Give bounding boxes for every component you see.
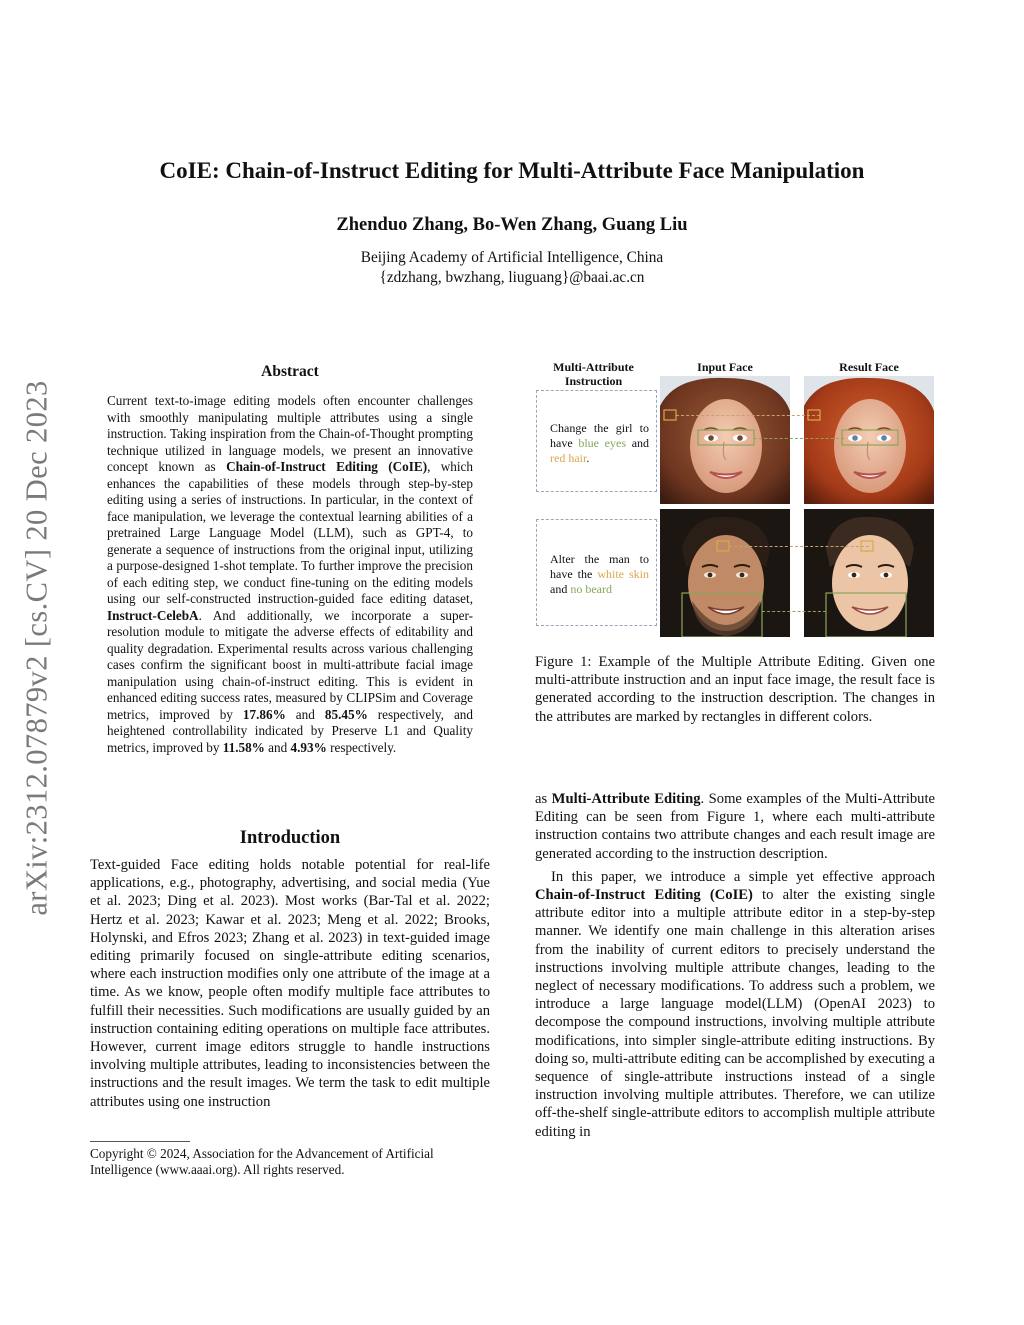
col-heading-input: Input Face — [697, 360, 753, 374]
attribute-connector — [676, 415, 820, 416]
input-face-woman-image — [660, 376, 790, 504]
abstract-text: Current text-to-image editing models often encounter challenges with smoothly manipulating multiple attributes using a single instruction. Taking inspiration from the Chain-of-Thought prompting technique utilized in language models, we present an innovative concept known as — [107, 393, 473, 474]
attribute-highlight: no beard — [570, 582, 612, 597]
copyright-footnote: Copyright © 2024, Association for the Advancement of Artificial Intelligence (www.aaai.org). All rights reserved. — [90, 1146, 434, 1177]
attribute-connector — [754, 438, 844, 439]
affiliation-block — [100, 248, 924, 288]
col-heading-result: Result Face — [839, 360, 899, 374]
author-list: Zhenduo Zhang, Bo-Wen Zhang, Guang Liu — [336, 215, 688, 235]
attribute-highlight: blue eyes — [578, 436, 627, 451]
abstract-text: , which enhances the capabilities of these models through step-by-step editing using a series of instructions. In particular, in the context of face manipulation, we leverage the contextual learning abilities of a pretrained Large Language Model (LLM), such as GPT-4, to generate a sequence of instructions from the original input, utilizing a purpose-designed 1-shot template. To further improve the precision of each editing step, we conduct fine-tuning on the editing models using our self-constructed instruction-guided face editing dataset, — [107, 459, 474, 606]
arxiv-stamp — [12, 350, 62, 946]
figure-1 — [536, 356, 936, 641]
abstract-term: Instruct-CelebA — [107, 607, 199, 623]
metric-value: 17.86% — [242, 706, 286, 722]
abstract-body: Current text-to-image editing models often encounter challenges with smoothly manipulating multiple attributes using a single instruction. Taking inspiration from the Chain-of-Thought prompting technique utilized in language models, we present an innovative concept known as Chain-of-Instruct Editing (CoIE), which enhances the capabilities of these models through step-by-step editing using a series of instructions. In particular, in the context of face manipulation, we leverage the contextual learning abilities of a pretrained Large Language Model (LLM), such as GPT-4, to generate a sequence of instructions from the original input, utilizing a purpose-designed 1-shot template. To further improve the precision of each editing step, we conduct fine-tuning on the editing models using our self-constructed instruction-guided face editing dataset, Instruct-CelebA. And additionally, we incorporate a super-resolution module to mitigate the adverse effects of editability and quality degradation. Experimental results across various challenging cases confirm the significant boost in multi-attribute facial image manipulation using chain-of-instruct editing. This is evident in enhanced editing success rates, measured by CLIPSim and Coverage metrics, improved by 17.86% and 85.45% respectively, and heightened controllability indicated by Preserve L1 and Quality metrics, improved by 11.58% and 4.93% respectively. — [107, 393, 474, 755]
abstract-heading: Abstract — [261, 363, 319, 380]
author-emails: {zdzhang, bwzhang, liuguang}@baai.ac.cn — [379, 269, 645, 286]
paragraph: as Multi-Attribute Editing. Some examples of the Multi-Attribute Editing can be seen from Figure 1, where each multi-attribute instruction contains two attribute changes and each result image are generated according to the instruction description. — [535, 791, 936, 862]
attribute-highlight: white skin — [597, 567, 649, 582]
paragraph: In this paper, we introduce a simple yet effective approach Chain-of-Instruct Editing (CoIE) to alter the existing single attribute editor into a multiple attribute editor in a step-by-step manner. We identify one main challenge in this alteration arises from the inability of current editors to precisely understand the instructions involving multiple attribute changes, leading to the neglect of necessary modifications. To address such a problem, we introduce a large language model(LLM) (OpenAI 2023) to decompose the compound instructions, involving multiple attribute modifications, into simpler single-attribute editing instructions. By doing so, multi-attribute editing can be accomplished by executing a sequence of single-attribute instructions instead of a single instruction involving multiple attributes. Therefore, we can utilize off-the-shelf single-attribute editors to accomplish multiple attribute editing in — [535, 868, 935, 1140]
result-face-man-image — [804, 509, 934, 637]
metric-value: 11.58% — [222, 739, 265, 755]
affiliation: Beijing Academy of Artificial Intelligence, China — [360, 249, 664, 266]
instruction-text: Change the girl to have blue eyes and red hair. — [550, 421, 650, 466]
arxiv-id: arXiv:2312.07879v2 [cs.CV] 20 Dec 2023 — [19, 380, 54, 916]
instruction-box — [536, 519, 657, 626]
term: Chain-of-Instruct Editing (CoIE) — [535, 887, 753, 904]
attribute-connector — [762, 611, 826, 612]
figure-caption: Figure 1: Example of the Multiple Attribute Editing. Given one multi-attribute instruction and an input face image, the result face is generated according to the instruction description. The changes in the attributes are marked by rectangles in different colors. — [535, 654, 935, 725]
abstract-term: Chain-of-Instruct Editing (CoIE) — [226, 459, 428, 474]
abstract-text: respectively. — [326, 739, 397, 755]
term: Multi-Attribute Editing — [551, 791, 701, 807]
metric-value: 4.93% — [290, 739, 327, 755]
instruction-box — [536, 390, 657, 492]
introduction-body: Text-guided Face editing holds notable potential for real-life applications, e.g., photography, advertising, and social media (Yue et al. 2023; Ding et al. 2023). Most works (Bar-Tal et al. 2022; Hertz et al. 2023; Kawar et al. 2023; Meng et al. 2022; Brooks, Holynski, and Efros 2023; Zhang et al. 2023) in text-guided image editing primarily focused on single-attribute editing scenarios, where each instruction modifies only one attribute of the image at a time. As we know, people often modify multiple face attributes to fulfill their necessities. Such modifications are usually guided by an instruction containing editing operations on multiple face attributes. However, current image editors struggle to handle instructions involving multiple attributes, leading to inconsistencies between the instructions and the result images. We term the task to edit multiple attributes using one instruction — [90, 857, 490, 1110]
input-face-man-image — [660, 509, 790, 637]
abstract-text: . And additionally, we incorporate a super-resolution module to mitigate the adverse effects of editability and quality degradation. Experimental results across various challenging cases confirm the significant boost in multi-attribute facial image manipulation using chain-of-instruct editing. This is evident in enhanced editing success rates, measured by CLIPSim and Coverage metrics, improved by — [107, 607, 473, 722]
instruction-text: Alter the man to have the white skin and no beard — [550, 552, 649, 597]
footnote-rule — [90, 1141, 190, 1142]
introduction-heading: Introduction — [239, 828, 341, 848]
metric-value: 85.45% — [324, 706, 368, 722]
attribute-connector — [729, 546, 869, 547]
col-heading-instruction: Multi-Attribute Instruction — [553, 360, 634, 388]
abstract-text: respectively, and heightened controllability indicated by Preserve L1 and Quality metrics, improved by — [107, 706, 473, 755]
paper-title: CoIE: Chain-of-Instruct Editing for Multi-Attribute Face Manipulation — [159, 158, 865, 183]
attribute-highlight: red hair — [550, 451, 587, 466]
right-column-body — [535, 790, 935, 1141]
result-face-woman-image — [804, 376, 934, 504]
